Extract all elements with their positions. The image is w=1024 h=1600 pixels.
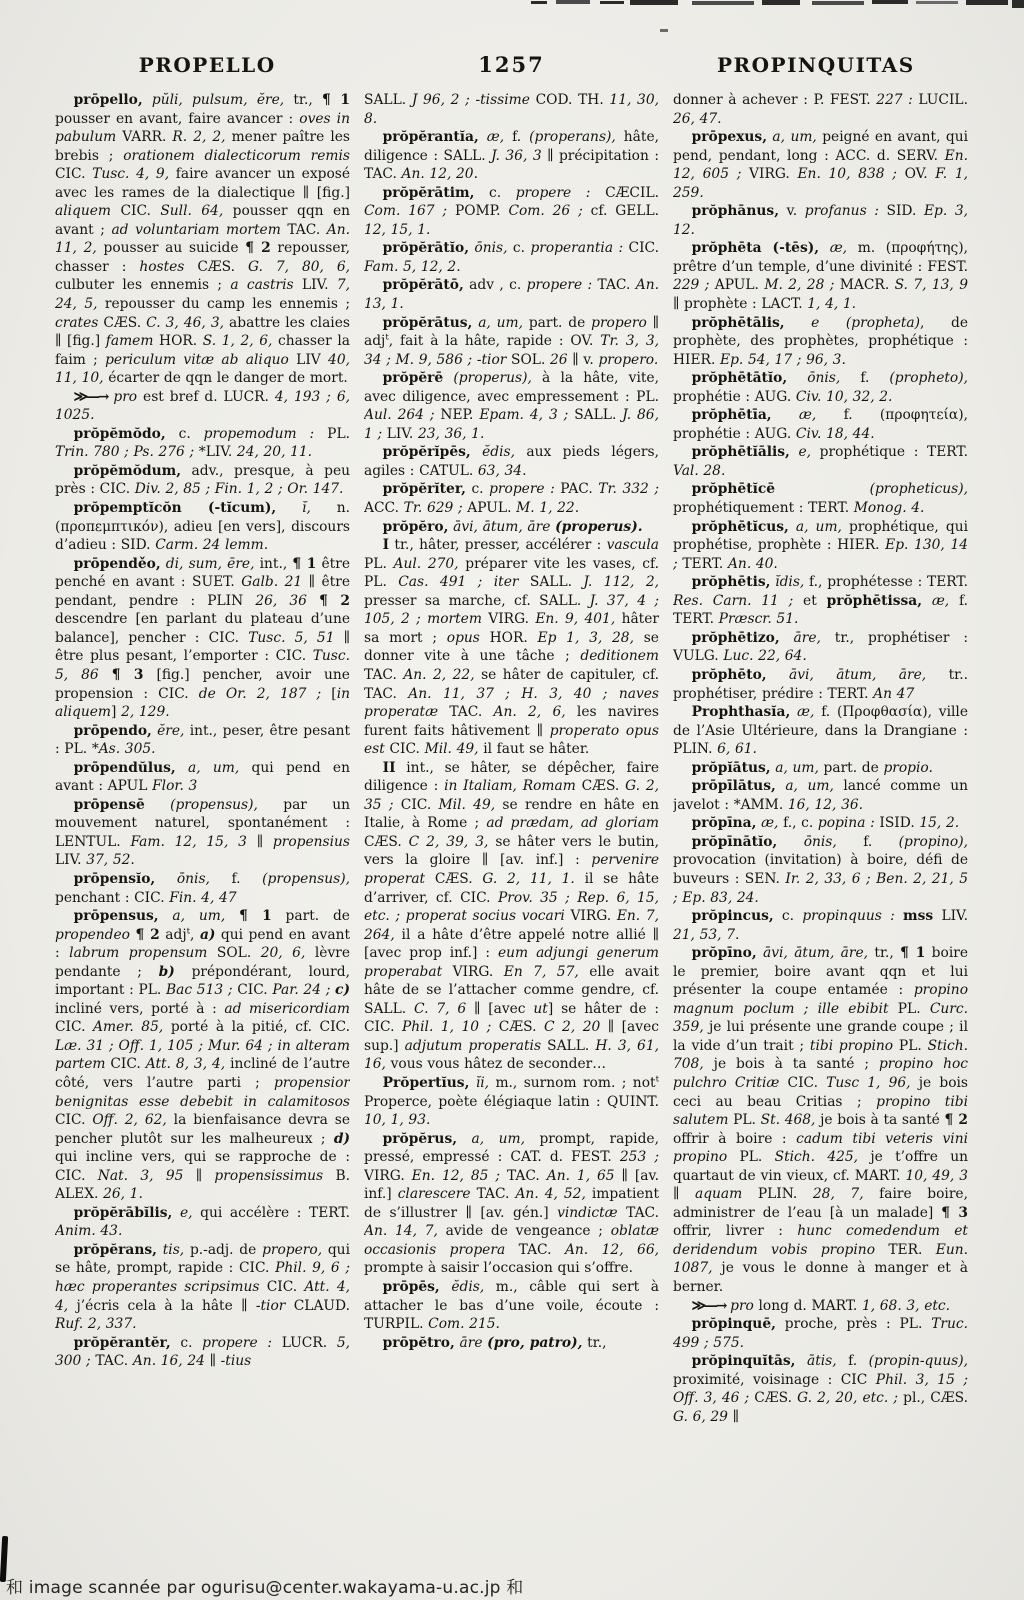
dictionary-entry: prŏpĭātus, a, um, part. de propio. (691, 759, 933, 776)
dictionary-entry: prŏpinquē, proche, près : PL. Truc. 499 ; 575. (673, 1316, 968, 1351)
dictionary-entry: prŏphētĭcē (propheticus), prophétiquement : TERT. Monog. 4. (673, 481, 968, 517)
scan-artifact (1012, 0, 1024, 8)
dictionary-entry: prŏpīnātĭo, ōnis, f. (propino), provocation (invitation) à boire, défi de buveurs : SEN. Ir. 2, 33, 6 ; Ben. 2, 21, 5 ; Ep. 83, 24. (673, 833, 968, 906)
scan-artifact (812, 1, 864, 5)
dictionary-entry: donner à achever : P. FEST. 227 : LUCIL. 26, 47. (673, 92, 968, 127)
scan-artifact (692, 1, 754, 5)
dictionary-entry: prŏphētizo, āre, tr., prophétiser : VULG. Luc. 22, 64. (673, 629, 968, 665)
dictionary-entry: prōpensē (propensus), par un mouvement naturel, spontanément : LENTUL. Fam. 12, 15, 3 ∥ propensius LIV. 37, 52. (55, 796, 350, 869)
page-number: 1257 (478, 52, 545, 77)
scan-artifact (556, 0, 590, 4)
dictionary-entry: prōpĕtro, āre (pro, patro), tr., (382, 1334, 607, 1351)
dictionary-entry: prŏpinquĭtās, ātis, f. (propin-quus), proximité, voisinage : CIC Phil. 3, 15 ; Off. 3, 46 ; CÆS. G. 2, 20, etc. ; pl., CÆS. G. 6, 29 ∥ (673, 1353, 968, 1425)
column-2 (364, 91, 659, 1555)
dictionary-entry: ≫—→ pro long d. MART. 1, 68. 3, etc. (691, 1297, 951, 1314)
dictionary-entry: prōpēs, ĕdis, m., câble qui sert à attacher le bas d’une voile, écoute : TURPIL. Com. 215. (364, 1279, 659, 1333)
dictionary-entry: prōpensĭo, ōnis, f. (propensus), penchant : CIC. Fin. 4, 47 (55, 870, 350, 906)
guide-word-right: PROPINQUITAS (716, 53, 915, 77)
dictionary-entry: prŏphēta (-tēs), æ, m. (προφήτης), prêtre d’un temple, d’une divinité : FEST. 229 ; APUL. M. 2, 28 ; MACR. S. 7, 13, 9 ∥ prophète : LACT. 1, 4, 1. (673, 240, 968, 313)
dictionary-entry: prōpīlātus, a, um, lancé comme un javelot : *AMM. 16, 12, 36. (673, 778, 968, 813)
running-head (55, 52, 968, 77)
scan-artifact (966, 0, 1008, 5)
dictionary-entry: prŏpĕrantĕr, c. propere : LUCR. 5, 300 ; TAC. An. 16, 24 ∥ -tius (55, 1334, 350, 1370)
text-columns (55, 91, 968, 1555)
dictionary-entry: prŏpīno, āvi, ātum, āre, tr., ¶ 1 boire le premier, boire avant qqn et lui présenter la coupe entamée : propino magnum poclum ; ille ebibit PL. Curc. 359, je lui présente une grande coupe ; il la vide d’un trait ; tibi propino PL. Stich. 708, je bois à ta santé ; propino hoc pulchro Critiæ CIC. Tusc 1, 96, je bois ceci au beau Critias ; propino tibi salutem PL. St. 468, je bois à ta santé ¶ 2 offrir à boire : cadum tibi veteris vini propino PL. Stich. 425, je t’offre un quartaut de vin vieux, cf. MART. 10, 49, 3 ∥ aquam PLIN. 28, 7, faire boire, administrer de l’eau [à un malade] ¶ 3 offrir, livrer : hunc comedendum et deridendum vobis propino TER. Eun. 1087, je vous le donne à manger et à berner. (673, 945, 968, 1295)
scan-artifact (660, 29, 668, 32)
column-3 (673, 91, 968, 1555)
dictionary-entry: prŏpĕrātus, a, um, part. de propero ∥ adj$^t$, fait à la hâte, rapide : OV. Tr. 3, 3, 34 ; M. 9, 586 ; -tior SOL. 26 ∥ v. propero. (364, 314, 659, 368)
dictionary-entry: prŏphēto, āvi, ātum, āre, tr.. prophétiser, prédire : TERT. An 47 (673, 666, 968, 702)
dictionary-entry: prŏpĕrus, a, um, prompt, rapide, pressé, empressé : CAT. d. FEST. 253 ; VIRG. En. 12, 85 ; TAC. An. 1, 65 ∥ [av. inf.] clarescere TAC. An. 4, 52, impatient de s’illustrer ∥ [av. gén.] vindictæ TAC. An. 14, 7, avide de vengeance ; oblatæ occasionis propera TAC. An. 12, 66, prompte à saisir l’occasion qui s’offre. (364, 1130, 659, 1277)
scan-artifact (916, 1, 958, 4)
dictionary-entry: prŏpincus, c. propinquus : mss LIV. 21, 53, 7. (673, 908, 968, 943)
dictionary-entry: prŏphētālis, e (propheta), de prophète, des prophètes, prophétique : HIER. Ep. 54, 17 ; 96, 3. (673, 314, 968, 368)
dictionary-entry: prŏpīna, æ, f., c. popina : ISID. 15, 2. (691, 815, 960, 832)
dictionary-entry: Prophthasĭa, æ, f. (Προφθασία), ville de l’Asie Ultérieure, dans la Drangiane : PLIN. 6, 61. (673, 704, 968, 758)
column-1 (55, 91, 350, 1555)
scan-credit: 和 image scannée par ogurisu@center.wakayama-u.ac.jp 和 (6, 1578, 524, 1598)
dictionary-entry: prŏphētīa, æ, f. (προφητεία), prophétie : AUG. Civ. 18, 44. (673, 407, 968, 442)
scan-artifact (872, 0, 908, 4)
dictionary-entry: ≫—→ pro est bref d. LUCR. 4, 193 ; 6, 1025. (55, 388, 350, 424)
dictionary-entry: prōpendŭlus, a, um, qui pend en avant : APUL Flor. 3 (55, 759, 350, 795)
dictionary-entry: prŏphētĭālis, e, prophétique : TERT. Val. 28. (673, 444, 968, 479)
dictionary-entry: SALL. J 96, 2 ; -tissime COD. TH. 11, 30, 8. (364, 92, 659, 127)
dictionary-entry: prŏpĕrans, tis, p.-adj. de propero, qui se hâte, prompt, rapide : CIC. Phil. 9, 6 ; hæc properantes scripsimus CIC. Att. 4, 4, j’écris cela à la hâte ∥ -tior CLAUD. Ruf. 2, 337. (55, 1241, 350, 1333)
dictionary-entry: II int., se hâter, se dépêcher, faire diligence : in Italiam, Romam CÆS. G. 2, 35 ; CIC. Mil. 49, se rendre en hâte en Italie, à Rome ; ad prædam, ad gloriam CÆS. C 2, 39, 3, se hâter vers le butin, vers la gloire ∥ [av. inf.] : pervenire properat CÆS. G. 2, 11, 1. il se hâte d’arriver, cf. CIC. Prov. 35 ; Rep. 6, 15, etc. ; properat socius vocari VIRG. En. 7, 264, il a hâte d’être appelé notre allié ∥ [avec prop inf.] : eum adjungi generum properabat VIRG. En 7, 57, elle avait hâte de se l’attacher comme gendre, cf. SALL. C. 7, 6 ∥ [avec ut] se hâter de : CIC. Phil. 1, 10 ; CÆS. C 2, 20 ∥ [avec sup.] adjutum properatis SALL. H. 3, 61, 16, vous vous hâtez de seconder… (364, 759, 659, 1073)
dictionary-entry: prōpenděo, di, sum, ēre, int., ¶ 1 être penché en avant : SUET. Galb. 21 ∥ être pendant, pendre : PLIN 26, 36 ¶ 2 descendre [en parlant du plateau d’une balance], pencher : CIC. Tusc. 5, 51 ∥ être plus pesant, l’emporter : CIC. Tusc. 5, 86 ¶ 3 [fig.] pencher, avoir une propension : CIC. de Or. 2, 187 ; [in aliquem] 2, 129. (55, 555, 350, 721)
dictionary-entry: prŏpĕrĭter, c. propere : PAC. Tr. 332 ; ACC. Tr. 629 ; APUL. M. 1, 22. (364, 481, 659, 517)
scan-artifact (630, 0, 678, 5)
dictionary-entry: prŏpĕrē (properus), à la hâte, vite, avec diligence, avec empressement : PL. Aul. 264 ; NEP. Epam. 4, 3 ; SALL. J. 86, 1 ; LIV. 23, 36, 1. (364, 370, 659, 442)
dictionary-entry: prŏpĕrĭpēs, ĕdis, aux pieds légers, agiles : CATUL. 63, 34. (364, 444, 659, 479)
dictionary-entry: I tr., hâter, presser, accélérer : vascula PL. Aul. 270, préparer vite les vases, cf. PL. Cas. 491 ; iter SALL. J. 112, 2, presser sa marche, cf. SALL. J. 37, 4 ; 105, 2 ; mortem VIRG. En. 9, 401, hâter sa mort ; opus HOR. Ep 1, 3, 28, se donner vite à une tâche ; deditionem TAC. An. 2, 22, se hâter de capituler, cf. TAC. An. 11, 37 ; H. 3, 40 ; naves properatæ TAC. An. 2, 6, les navires furent faits hâtivement ∥ properato opus est CIC. Mil. 49, il faut se hâter. (364, 537, 659, 758)
dictionary-entry: prŏpĕrātim, c. propere : CÆCIL. Com. 167 ; POMP. Com. 26 ; cf. GELL. 12, 15, 1. (364, 184, 659, 238)
dictionary-entry: prŏpĕrātō, adv , c. propere : TAC. An. 13, 1. (364, 277, 659, 313)
dictionary-entry: prōpendo, ĕre, int., peser, être pesant : PL. *As. 305. (55, 722, 350, 758)
dictionary-entry: prŏpĕmŏdo, c. propemodum : PL. Trin. 780 ; Ps. 276 ; *LIV. 24, 20, 11. (55, 425, 350, 461)
dictionary-entry: prŏpĕmŏdum, adv., presque, à peu près : CIC. Div. 2, 85 ; Fin. 1, 2 ; Or. 147. (55, 462, 350, 498)
dictionary-entry: prōpello, pŭli, pulsum, ĕre, tr., ¶ 1 pousser en avant, faire avancer : oves in pabulum VARR. R. 2, 2, mener paître les brebis ; orationem dialecticorum remis CIC. Tusc. 4, 9, faire avancer un exposé avec les rames de la dialectique ∥ [fig.] aliquem CIC. Sull. 64, pousser qqn en avant ; ad voluntariam mortem TAC. An. 11, 2, pousser au suicide ¶ 2 repousser, chasser : hostes CÆS. G. 7, 80, 6, culbuter les ennemis ; a castris LIV. 7, 24, 5, repousser du camp les ennemis ; crates CÆS. C. 3, 46, 3, abattre les claies ∥ [fig.] famem HOR. S. 1, 2, 6, chasser la faim ; periculum vitæ ab aliquo LIV 40, 11, 10, écarter de qqn le danger de mort. (55, 92, 350, 387)
guide-word-left: PROPELLO (138, 53, 276, 77)
dictionary-entry: prōpensus, a, um, ¶ 1 part. de propendeo ¶ 2 adj$^t$, a) qui pend en avant : labrum propensum SOL. 20, 6, lèvre pendante ; b) prépondérant, lourd, important : PL. Bac 513 ; CIC. Par. 24 ; c) incliné vers, porté à : ad misericordiam CIC. Amer. 85, porté à la pitié, cf. CIC. Læ. 31 ; Off. 1, 105 ; Mur. 64 ; in alteram partem CIC. Att. 8, 3, 4, incliné de l’autre côté, vers l’autre parti ; propensior benignitas esse debebit in calamitosos CIC. Off. 2, 62, la bienfaisance devra se pencher plutôt sur les malheureux ; d) qui incline vers, qui se rapproche de : CIC. Nat. 3, 95 ∥ propensissimus B. ALEX. 26, 1. (55, 908, 350, 1203)
dictionary-entry: prŏpĕrantĭa, æ, f. (properans), hâte, diligence : SALL. J. 36, 3 ∥ précipitation : TAC. An. 12, 20. (364, 129, 659, 183)
scan-artifact (762, 0, 800, 5)
dictionary-entry: prŏpĕro, āvi, ātum, āre (properus). (382, 518, 643, 535)
dictionary-entry: Prŏpertĭus, ĭi, m., surnom rom. ; not$^t$ Properce, poète élégiaque latin : QUINT. 10, 1, 93. (364, 1074, 659, 1129)
dictionary-entry: prŏphētātĭo, ōnis, f. (propheto), prophétie : AUG. Civ. 10, 32, 2. (673, 370, 968, 405)
scan-artifact (531, 1, 547, 4)
dictionary-entry: prŏphētis, ĭdis, f., prophétesse : TERT. Res. Carn. 11 ; et prŏphētissa, æ, f. TERT. Præscr. 51. (673, 574, 968, 628)
dictionary-entry: prŏpĕrābĭlis, e, qui accélère : TERT. Anim. 43. (55, 1204, 350, 1240)
dictionary-entry: prŏphānus, v. profanus : SID. Ep. 3, 12. (673, 203, 968, 238)
dictionary-entry: prŏpemptĭcŏn (-tĭcum), ĭ, n. (προπεμπτικόν), adieu [en vers], discours d’adieu : SID. Carm. 24 lemm. (55, 500, 350, 554)
scan-artifact (600, 1, 624, 4)
dictionary-entry: prōpexus, a, um, peigné en avant, qui pend, pendant, long : ACC. d. SERV. En. 12, 605 ; VIRG. En. 10, 838 ; OV. F. 1, 259. (673, 129, 968, 201)
dictionary-entry: prŏphētĭcus, a, um, prophétique, qui prophétise, prophète : HIER. Ep. 130, 14 ; TERT. An. 40. (673, 518, 968, 572)
dictionary-entry: prŏpĕrātĭo, ōnis, c. properantia : CIC. Fam. 5, 12, 2. (364, 240, 659, 275)
